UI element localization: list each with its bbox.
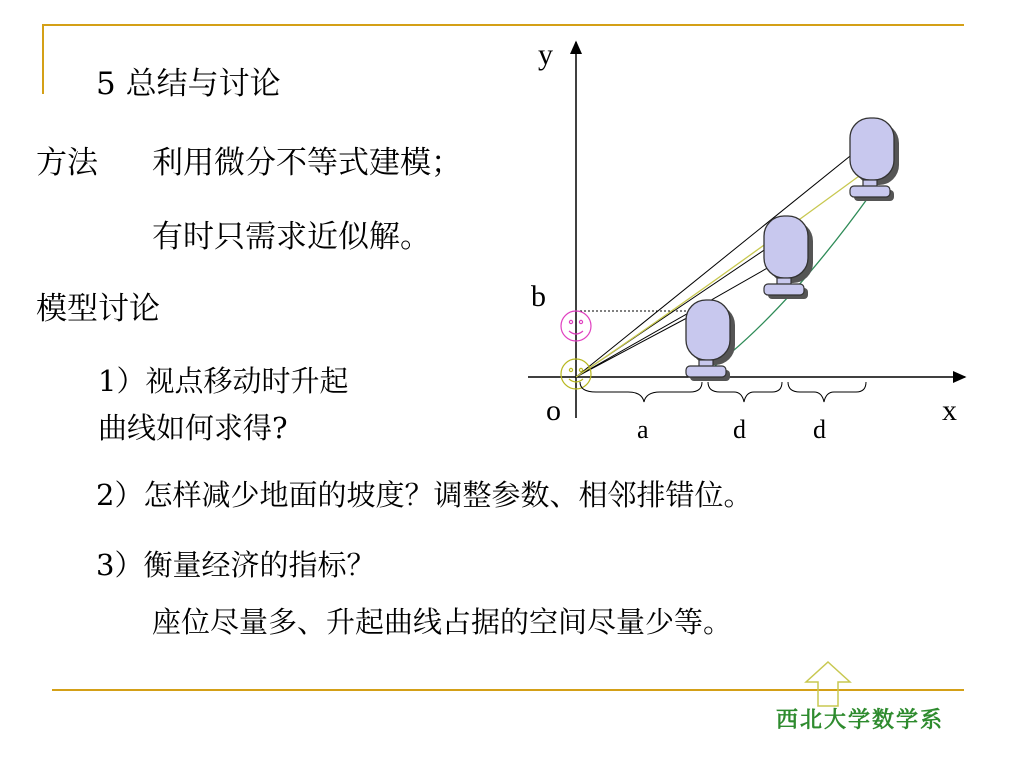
rise-curve-green <box>700 195 870 377</box>
method-line-2: 有时只需求近似解。 <box>152 219 431 255</box>
a-label: a <box>637 415 649 444</box>
spacing-braces <box>580 382 866 402</box>
sight-lines <box>576 140 870 377</box>
eye-smiley-yellow <box>561 359 591 389</box>
seat-3 <box>850 118 899 201</box>
question-3-line-2: 座位尽量多、升起曲线占据的空间尽量少等。 <box>152 605 733 639</box>
origin-label: o <box>546 394 561 427</box>
x-axis-label: x <box>942 394 957 427</box>
method-line-1: 利用微分不等式建模； <box>152 145 462 181</box>
slide-title: 5 总结与讨论 <box>96 66 281 102</box>
seat-1 <box>686 300 735 381</box>
question-1-line-1: 1）视点移动时升起 <box>98 364 349 398</box>
eye-smiley-pink <box>561 311 591 341</box>
left-accent-bar <box>42 24 44 94</box>
seat-2 <box>764 216 813 299</box>
top-rule <box>42 24 964 26</box>
question-3-line-1: 3）衡量经济的指标？ <box>96 548 376 582</box>
d-label-1: d <box>733 415 746 444</box>
question-2: 2）怎样减少地面的坡度？调整参数、相邻排错位。 <box>96 478 753 512</box>
y-axis-label: y <box>538 38 553 71</box>
footer-department: 西北大学数学系 <box>776 707 945 733</box>
method-label: 方法 <box>36 145 98 181</box>
model-label: 模型讨论 <box>36 291 160 327</box>
b-label: b <box>531 280 546 313</box>
rise-curve-yellow <box>576 168 870 377</box>
question-1-line-2: 曲线如何求得? <box>98 411 288 445</box>
d-label-2: d <box>813 415 826 444</box>
up-arrow-icon[interactable] <box>798 660 858 708</box>
